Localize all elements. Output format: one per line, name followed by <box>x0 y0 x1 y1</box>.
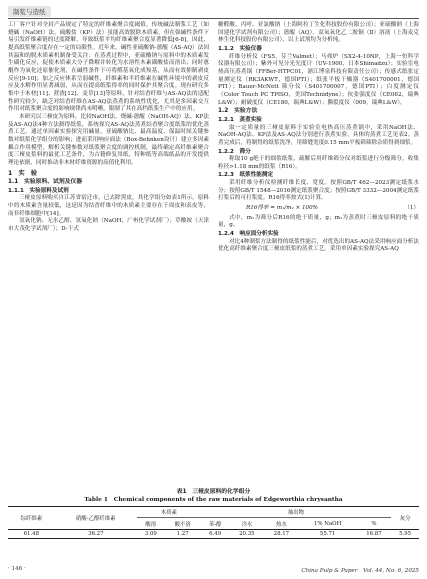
equation-r16-yield <box>218 205 419 213</box>
study-paragraph: 本研究以三桠皮为原料，比较NaOH法、烧碱-蒽醌（NaOH-AQ）法、KP法及AS-AQ法4种方法制得纸浆，系统探究AS-AQ法蒸煮结香聚合度纸浆的优化蒸煮工艺。通过单因素实验探究用碱量、亚硫酸钠比、最高温度、保温时间关键参数对纸浆化学组分的影响；进而采用响应面法（Box-Behnken设计）建立多因素耦合作用模型，解析关键参数对纸浆聚合度的调控机制，最终确定高纤维素聚合度三桠皮浆料的最优工艺条件，为古籍修复用纸、特种纸等高端纸品的开发提供理论依据，同时推动非木材纤维资源的高值化利用。 <box>8 113 209 166</box>
reagents-paragraph: 氢氧化钠、无水乙醇、氢氧化钠（NaOH，广州化学试剂厂）；草酸铵（天津市大茂化学试剂厂）；D-干式 <box>8 218 209 233</box>
screening-paragraph: 称取10 g绝干的细浆纸浆，疏解后用纤维筛分仪对纸浆进行分级筛分，收集粒径>1.18 mm的纸浆（R16）。 <box>218 156 419 170</box>
subsubsection-heading-testing: 1.2.3 纸浆性能测定 <box>218 172 274 179</box>
column-header: 1% NaOH <box>313 520 342 527</box>
subsubsection-heading-cooking: 1.2.1 蒸煮实验 <box>218 116 262 123</box>
table-cell: 6.49 <box>201 529 230 538</box>
formula-description: 式中，m₁为筛分后R16的绝干质量，g；m₂为蒸煮时三桠皮原料的绝干质量，g。 <box>218 214 419 229</box>
table-cell: 16.87 <box>357 529 392 538</box>
table-cell: 55.71 <box>299 529 357 538</box>
subsection-heading-materials: 1.1 实验原料、试剂及仪器 <box>8 179 83 186</box>
subsubsection-heading-screening: 1.2.2 筛分 <box>218 148 251 155</box>
table-cell: 20.35 <box>230 529 265 538</box>
section-heading-experiment: 1 实 验 <box>8 170 38 178</box>
table-cell: 28.17 <box>264 529 299 538</box>
column-header: 苯-醇 <box>208 521 222 528</box>
column-header: 酸溶 <box>145 521 157 528</box>
equation-lhs: R16得率 = <box>246 205 275 212</box>
right-column <box>218 22 419 254</box>
reagents-continued-paragraph: 糖醛酸、丙呼、亚氯酸钠（上海阿拉丁生化科技股份有限公司）；亚硫酸钠（上海国建化学试剂有限公司）；蒽醌（AQ）、双氧氧化乙二胺铜（Ⅱ）溶液（上海麦克林生化科技股份有限公司），以上试剂均为分析纯。 <box>218 22 419 44</box>
group-header-extractives: 抽出物 <box>201 507 392 518</box>
page-number: · 146 · <box>8 566 26 572</box>
equation-rhs: m₁/m₂ × 100% <box>276 205 318 212</box>
chemical-components-table <box>8 506 419 539</box>
section-header <box>8 5 419 19</box>
column-header: 酸不溶 <box>174 521 191 528</box>
column-header: 热水 <box>275 521 287 528</box>
column-header: 冷水 <box>241 521 253 528</box>
table-cell: 1.27 <box>165 529 201 538</box>
table-1 <box>8 488 419 539</box>
subsubsection-heading-rsm: 1.2.4 响应面分析实验 <box>218 231 279 238</box>
subsection-heading-methods: 1.2 实验方法 <box>218 108 258 115</box>
table-cell: 36.27 <box>55 529 137 538</box>
intro-paragraph: 工厂客户针对全封产品规定了特定的纤维素聚合度阈值。传统碱法制浆工艺（如烧碱（NaOH）法、硫酸盐（KP）法）虽能高效脱除木质素，但在强碱性条件下易引发纤维素链的过度降解，导致纸浆平均纤维素聚合度显著降低[6-8]。因此，提高纸浆聚合度存在一定的局限性。近年来，碱性亚硫酸钠-蒽醌（AS-AQ）法因其温和的脱木质素机制备受关注：在蒸煮过程中，亚硫酸钠与原料中的木质素发生磺化反应，促使木质素大分子降解并转化为水溶性木素磺酸盐而溶出；同时蒽醌作为氧化还原催化剂，在碱性条件下可将醛基氧化成羧基，从而有效抑制剥皮反应[9-10]；加之反应体系呈弱碱性，纤维素和半纤维素在碱性环境中的剥皮反应及水解作用显著减弱，从而在提高纸浆得率的同时保护其聚合度。现有研究多集中于木材[11]、蔗渣[12]、麦草[13]等原料，针对结香纤维与AS-AQ法的适配性研究较少，缺乏对结香纤维在AS-AQ法蒸煮的系统性优化，尤其是多因素交互作用对纸浆聚合度的影响规律尚未明晰，限制了其在高档纸浆生产中的应用。 <box>8 22 209 113</box>
rsm-paragraph: 对比4种制浆方法制得的纸浆性能后，对优选出的AS-AQ法采用响应面分析法优化高纤维素聚合度三桠皮纸浆的蒸煮工艺。采用单因素实验探究AS-AQ <box>218 238 419 253</box>
table-row <box>8 529 419 538</box>
column-header: 灰分 <box>391 507 419 530</box>
instruments-paragraph: 纤维分析仪（FS5，芬兰Valmet）；马弗炉（SX2-4-10NP，上海一恒科学仪器有限公司）；紫外可见分光光度计（UV-1900，日本Shimadzu）；实验室电热高压蒸煮锅（FFBer-HTPC01，浙江博泉科技有限责任公司）；传感式纸张定量测定仪（RK3AKWT，德国PTI）；纸张平板干燥器（S401700001，德国PTI）；Bauer-McNett 筛分仪（S401700007，德国PTI）；白度测定仪（Color Touch PC TPISO，美国Technidyne）；抗张强度仪（CE062，瑞典L&W）；耐破度仪（CE180，瑞典L&W）；撕裂度仪（009，瑞典L&W）。 <box>218 53 419 106</box>
table-caption-en: Table 1 Chemical components of the raw materials of Edgeworthia chrysantha <box>84 497 343 503</box>
materials-paragraph: 三桠皮原料购买自江苏省宿迁市，已去除黑皮，其化学组分如表1所示。原料中的木质素含量较低，这是因为结香纤维中的木质素主要存在于周皮和表皮等，而非纤维细胞中[14]。 <box>8 195 209 217</box>
equation-number: （1） <box>404 205 419 212</box>
column-header: 硝酸-乙醇纤维素 <box>55 507 137 530</box>
left-column <box>8 22 209 234</box>
journal-info: China Pulp & Paper Vol. 44, No. 6, 2025 <box>301 568 419 574</box>
section-label: 制浆与造纸 <box>8 6 51 17</box>
subsubsection-heading-reagents: 1.1.1 实验原料及试剂 <box>8 187 69 194</box>
column-header: 综纤维素 <box>8 507 55 530</box>
table-cell: 5.95 <box>391 529 419 538</box>
subsubsection-heading-instruments: 1.1.2 实验仪器 <box>218 45 262 52</box>
table-caption-cn: 表1 三桠皮原料的化学组分 <box>176 489 251 495</box>
table-cell: 3.09 <box>137 529 165 538</box>
header-rule <box>8 18 419 19</box>
testing-paragraph: 采用纤维分析仪检测纤维长度、宽度。按照GB/T 462—2023测定纸浆水分；按照GB/T 1548—2016测定纸浆聚合度；按照GB/T 3332—2004测定纸浆打浆后的可打浆度。R16得率按式(1)计算。 <box>218 180 419 202</box>
cooking-paragraph: 取一定质量的三桠皮原料于实验室电热高压蒸煮锅中，采用NaOH法、NaOH-AQ法、KP法及AS-AQ法分别进行蒸煮实验，具体的蒸煮工艺见表2。蒸煮完成后，将制得的纸浆洗净，用筛缝宽度0.15 mm平板筛筛除杂质得到细浆。 <box>218 124 419 146</box>
group-header-lignin: 木质素 <box>137 507 201 518</box>
column-header: % <box>371 520 377 527</box>
table-cell: 61.48 <box>8 529 55 538</box>
